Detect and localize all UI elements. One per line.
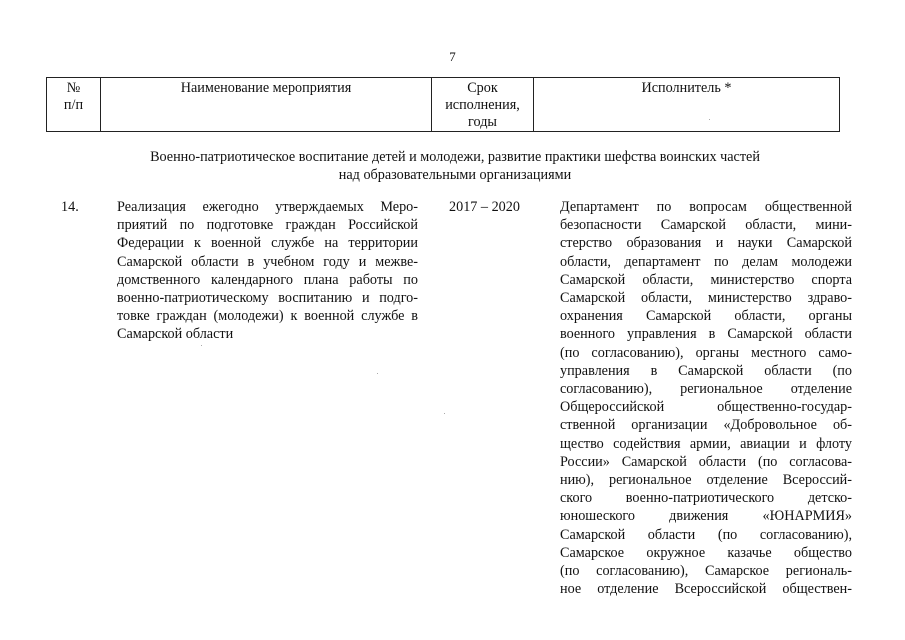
executor-line: (по согласованию), Самарское региональ- — [560, 563, 852, 580]
executor-line: ное отделение Всероссийской обществен- — [560, 581, 852, 598]
header-period-line-2: исполнения, — [445, 97, 520, 113]
header-activity-label: Наименование мероприятия — [180, 80, 352, 96]
scan-speck — [444, 413, 445, 414]
executor-line: военного управления в Самарской области — [560, 326, 852, 343]
scan-speck — [201, 345, 202, 346]
executor-line: согласованию), региональное отделение — [560, 381, 852, 398]
scan-speck — [709, 119, 710, 120]
executor-line: Самарской области (по согласованию), — [560, 526, 852, 543]
executor-line: Самарское окружное казачье общество — [560, 544, 852, 561]
executor-line: России» Самарской области (по согласова- — [560, 453, 852, 470]
header-cell-activity — [101, 78, 432, 132]
executor-line: ского военно-патриотического детско- — [560, 490, 852, 507]
table-header — [46, 77, 840, 132]
executor-line: щество содействия армии, авиации и флоту — [560, 435, 852, 452]
page-number: 7 — [449, 49, 456, 64]
executor-line: охранения Самарской области, органы — [560, 308, 852, 325]
activity-line: приятий по подготовке граждан Российской — [117, 217, 418, 234]
executor-line: Самарской области, министерство спорта — [560, 271, 852, 288]
header-executor-label: Исполнитель * — [641, 80, 732, 96]
header-period-line-1: Срок — [467, 80, 498, 96]
activity-line: военно-патриотическому воспитанию и подго- — [117, 290, 418, 307]
executor-line: нию), региональное отделение Всероссий- — [560, 472, 852, 489]
header-number-abbrev: п/п — [63, 97, 84, 113]
activity-line: домственного календарного плана работы по — [117, 271, 418, 288]
scan-speck — [377, 373, 378, 374]
executor-line: юношеского движения «ЮНАРМИЯ» — [560, 508, 852, 525]
activity-line: Самарской области — [117, 326, 234, 343]
executor-line: ственной организации «Добровольное об- — [560, 417, 852, 434]
executor-line: области, департамент по делам молодежи — [560, 253, 852, 270]
header-cell-executor — [534, 78, 840, 132]
header-period-line-3: годы — [468, 114, 497, 130]
executor-line: управления в Самарской области (по — [560, 362, 852, 379]
header-cell-period — [432, 78, 534, 132]
activity-description — [117, 198, 418, 344]
activity-line: Федерации к военной службе на территории — [117, 235, 418, 252]
executor-line: Департамент по вопросам общественной — [560, 199, 852, 215]
executor-line: Общероссийской общественно-государ- — [560, 399, 852, 416]
executor-line: Самарской области, министерство здраво- — [560, 290, 852, 307]
executor-line: (по согласованию), органы местного само- — [560, 344, 852, 361]
activity-line: Самарской области в учебном году и межве- — [117, 253, 418, 270]
section-heading-line-2: над образовательными организациями — [338, 167, 572, 183]
header-cell-number — [47, 78, 101, 132]
row-number: 14. — [61, 199, 79, 215]
executor-line: безопасности Самарской области, мини- — [560, 217, 852, 234]
section-heading-line-1: Военно-патриотическое воспитание детей и молодежи, развитие практики шефства воинских частей — [150, 149, 760, 165]
execution-period: 2017 – 2020 — [449, 199, 520, 215]
activity-line: товке граждан (молодежи) к военной службе в — [117, 308, 418, 325]
header-number-symbol: № — [66, 80, 81, 96]
executor-line: стерство образования и науки Самарской — [560, 235, 852, 252]
executor-description — [560, 198, 852, 598]
activity-line: Реализация ежегодно утверждаемых Меро- — [117, 199, 418, 215]
section-heading — [60, 148, 850, 184]
